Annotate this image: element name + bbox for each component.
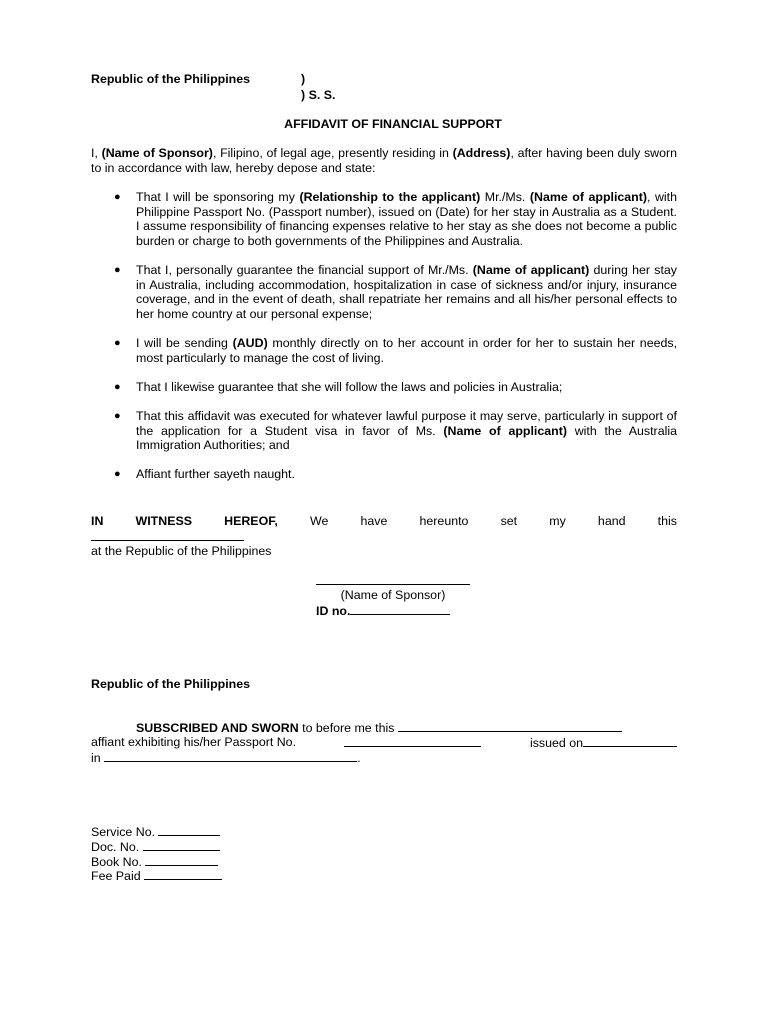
bullet-text: monthly directly on to her account in order for her to sustain her needs, most particularly to manage the cost of living. xyxy=(136,335,678,365)
jurat-affiant-text: affiant exhibiting his/her Passport No. xyxy=(91,735,297,749)
bullet-text: with the Australia Immigration Authorities; and xyxy=(136,423,677,453)
jurat-line-1 xyxy=(91,720,677,736)
witness-word: WITNESS xyxy=(135,514,192,528)
caption-paren: ) xyxy=(301,72,306,86)
intro-address: (Address) xyxy=(452,146,511,160)
intro-text-3: , after having been duly sworn to in accordance with law, hereby depose and state: xyxy=(91,146,678,175)
bullet-applicant-name: (Name of applicant) xyxy=(472,262,590,277)
jurat-date-blank[interactable] xyxy=(398,720,622,732)
witness-date-blank[interactable] xyxy=(91,529,244,541)
witness-word: my xyxy=(549,514,566,528)
witness-place: at the Republic of the Philippines xyxy=(91,544,272,558)
witness-word: hand xyxy=(597,514,626,528)
bullet-text: , with Philippine Passport No. (Passport number), issued on (Date) for her stay in Australia as a Student. I assume responsibility of financing expenses relative to her stay as she does not become a public burden or charge to both governments of the Philippines and Australia. xyxy=(136,190,677,248)
jurat-issued-text: issued on xyxy=(529,736,583,750)
id-number-field xyxy=(316,603,450,619)
jurat-line-3 xyxy=(91,750,361,766)
list-item xyxy=(91,263,677,321)
intro-sponsor: (Name of Sponsor) xyxy=(101,146,213,160)
witness-word: hereunto xyxy=(419,514,469,528)
notary-fields xyxy=(91,824,222,883)
bullet-icon: ● xyxy=(114,263,121,276)
bullet-applicant-name: (Name of applicant) xyxy=(529,190,647,204)
jurat-subscribed: SUBSCRIBED AND SWORN xyxy=(136,721,299,735)
intro-text-1: I, xyxy=(91,146,102,160)
witness-word: have xyxy=(360,514,388,528)
bullet-icon: ● xyxy=(114,468,121,481)
bullet-text: Affiant further sayeth naught. xyxy=(136,467,295,482)
signature-name: (Name of Sponsor) xyxy=(340,588,446,602)
statement-list xyxy=(91,190,677,496)
fee-paid-label: Fee Paid xyxy=(91,869,145,884)
witness-word: set xyxy=(500,514,518,528)
jurat-republic: Republic of the Philippines xyxy=(91,677,251,691)
bullet-aud: (AUD) xyxy=(232,335,268,350)
witness-word: HEREOF, xyxy=(224,514,278,528)
list-item xyxy=(91,190,677,248)
book-no-label: Book No. xyxy=(91,854,146,869)
witness-clause xyxy=(91,514,677,544)
bullet-relationship: (Relationship to the applicant) xyxy=(299,190,481,204)
issued-place-blank[interactable] xyxy=(104,750,357,762)
jurat-in-text: in xyxy=(91,751,101,765)
caption-republic: Republic of the Philippines xyxy=(91,72,251,86)
book-no-blank[interactable] xyxy=(145,854,218,866)
bullet-text: That I will be sponsoring my xyxy=(136,190,300,204)
bullet-icon: ● xyxy=(114,191,121,203)
list-item xyxy=(91,409,677,453)
service-no-row xyxy=(91,824,222,839)
bullet-text: Mr./Ms. xyxy=(480,190,530,204)
bullet-text: during her stay in Australia, including accommodation, hospitalization in case of sickness and/or injury, insurance coverage, and in the event of death, shall repatriate her remains and all his/her personal effects to her home country at our personal expense; xyxy=(136,262,677,321)
book-no-row xyxy=(91,854,222,869)
id-number-blank[interactable] xyxy=(350,603,450,615)
doc-no-blank[interactable] xyxy=(143,839,220,851)
jurat-period: . xyxy=(357,751,361,765)
jurat-issued-group xyxy=(530,735,677,751)
bullet-applicant-name: (Name of applicant) xyxy=(443,423,567,438)
list-item xyxy=(91,467,677,482)
passport-number-blank[interactable] xyxy=(344,735,481,747)
bullet-icon: ● xyxy=(114,380,121,393)
fee-paid-blank[interactable] xyxy=(144,868,222,880)
bullet-icon: ● xyxy=(114,336,121,349)
bullet-text: That I likewise guarantee that she will follow the laws and policies in Australia; xyxy=(136,379,563,394)
witness-row xyxy=(91,514,677,529)
caption-ss: ) S. S. xyxy=(301,88,336,102)
doc-no-row xyxy=(91,839,222,854)
doc-no-label: Doc. No. xyxy=(91,839,143,854)
document-title: AFFIDAVIT OF FINANCIAL SUPPORT xyxy=(284,117,502,131)
jurat-line-2 xyxy=(91,735,677,751)
bullet-text: I will be sending xyxy=(136,335,233,350)
signature-line[interactable] xyxy=(316,573,470,585)
witness-word: this xyxy=(657,514,677,528)
bullet-icon: ● xyxy=(114,409,121,422)
list-item xyxy=(91,336,677,365)
witness-word: IN xyxy=(91,514,104,528)
id-label: ID no. xyxy=(316,604,351,618)
intro-text-2: , Filipino, of legal age, presently residing in xyxy=(212,146,453,160)
intro-paragraph xyxy=(91,146,677,175)
bullet-text: That I, personally guarantee the financial support of Mr./Ms. xyxy=(136,262,473,277)
witness-date-blank-row xyxy=(91,529,677,545)
fee-paid-row xyxy=(91,868,222,883)
list-item xyxy=(91,380,677,395)
jurat-text: to before me this xyxy=(298,721,398,735)
service-no-blank[interactable] xyxy=(158,824,220,836)
bullet-text: That this affidavit was executed for whatever lawful purpose it may serve, particularly in support of the application for a Student visa in favor of Ms. xyxy=(136,408,677,438)
service-no-label: Service No. xyxy=(91,825,159,839)
witness-word: We xyxy=(309,514,329,528)
issued-date-blank[interactable] xyxy=(583,735,677,747)
